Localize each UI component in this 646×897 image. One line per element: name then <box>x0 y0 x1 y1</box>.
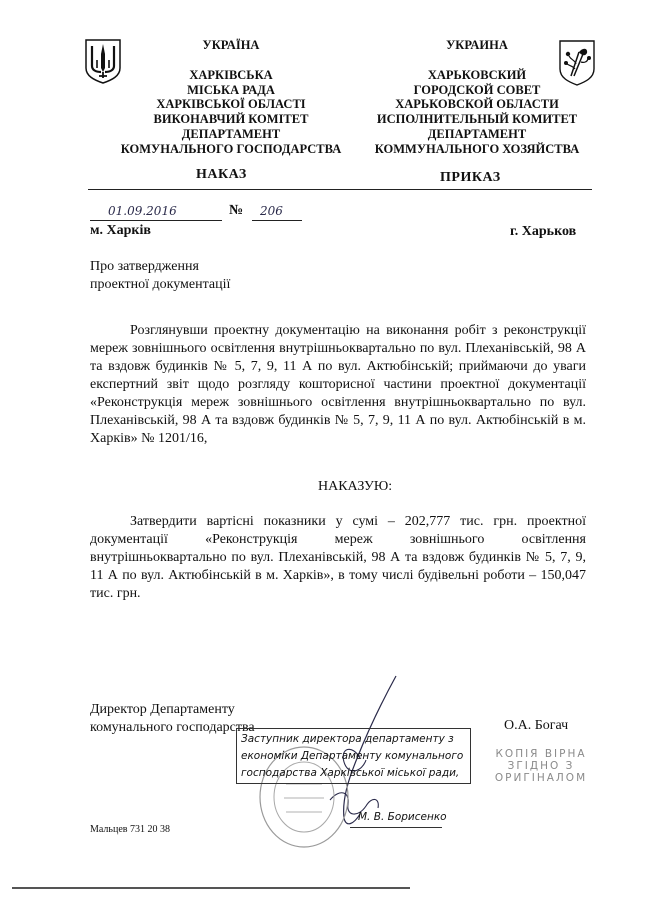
signatory-position <box>90 701 255 737</box>
subject <box>90 258 230 294</box>
header-right-line: ГОРОДСКОЙ СОВЕТ <box>413 82 541 97</box>
order-word: НАКАЗУЮ: <box>318 479 393 494</box>
header-left-line: ВИКОНАВЧИЙ КОМІТЕТ <box>153 112 309 127</box>
signatory-position-line: комунального господарства <box>90 720 255 735</box>
copy-stamp-line: ОРИГІНАЛОМ <box>494 772 588 784</box>
stamp-line: Заступник директора департаменту з <box>241 733 454 745</box>
copy-stamp-line: КОПІЯ ВІРНА <box>495 748 587 760</box>
city-ua: м. Харків <box>90 223 151 238</box>
header-left-line: ХАРКІВСЬКОЇ ОБЛАСТІ <box>156 97 306 112</box>
city-ru: г. Харьков <box>510 224 577 239</box>
header-right <box>352 38 602 157</box>
order-number-value: 206 <box>260 204 283 218</box>
page-bottom-edge <box>12 887 410 889</box>
stamp-underline <box>350 827 442 828</box>
order-number <box>252 204 302 221</box>
subject-line: Про затвердження <box>90 259 199 274</box>
preamble <box>90 322 586 448</box>
doc-type-left: НАКАЗ <box>196 167 247 182</box>
header-left-line: ДЕПАРТАМЕНТ <box>181 126 281 141</box>
header-left-country: УКРАЇНА <box>202 38 260 52</box>
header-right-country: УКРАИНА <box>446 38 508 52</box>
header-left-line: КОМУНАЛЬНОГО ГОСПОДАРСТВА <box>120 141 342 156</box>
header-divider-line <box>88 189 592 190</box>
copy-stamp-line: ЗГІДНО З <box>507 760 575 772</box>
header-left-line: ХАРКІВСЬКА <box>189 67 273 82</box>
copy-certified-stamp <box>488 748 594 784</box>
order-date-value: 01.09.2016 <box>108 204 177 218</box>
header-right-line: ИСПОЛНИТЕЛЬНЫЙ КОМИТЕТ <box>376 112 578 127</box>
order-text <box>90 513 586 603</box>
preamble-text: Розглянувши проектну документацію на виконання робіт з реконструкції мереж зовнішнього освітлення внутрішньоквартально по вул. Плеханівській, 98 А та вздовж будинків № 5, 7, 9, 11 А по вул. Актюбінській; приймаючи до уваги експертний звіт щодо розгляду кошторисної частини проектної документації «Реконструкція мереж зовнішнього освітлення внутрішньоквартально по вул. Плеханівській, 98 А та вздовж будинків № 5, 7, 9, 11 А по вул. Актюбінській в м. Харків» № 1201/16, <box>90 323 586 446</box>
signatory-name: О.А. Богач <box>504 718 569 733</box>
stamp-line: господарства Харківської міської ради, <box>241 767 460 779</box>
subject-line: проектної документації <box>90 277 231 292</box>
order-date <box>90 204 222 221</box>
header-right-line: ХАРЬКОВСКИЙ <box>427 67 527 82</box>
doc-type-right: ПРИКАЗ <box>440 170 501 185</box>
deputy-director-stamp <box>236 728 471 784</box>
order-text-body: Затвердити вартісні показники у сумі – 202,777 тис. грн. проектної документації «Реконструкція мереж зовнішнього освітлення внутрішньоквартально по вул. Плеханівській, 98 А та вздовж будинків № 5, 7, 9, 11 А по вул. Актюбінській в м. Харків», в тому числі будівельні роботи – 150,047 тис. грн. <box>90 514 586 601</box>
header-left-line: МІСЬКА РАДА <box>187 82 275 97</box>
number-sign: № <box>229 203 244 218</box>
signatory-position-line: Директор Департаменту <box>90 702 235 717</box>
stamp-line: економіки Департаменту комунального <box>241 750 464 762</box>
header-left <box>102 38 360 157</box>
header-right-line: КОММУНАЛЬНОГО ХОЗЯЙСТВА <box>374 141 580 156</box>
header-right-line: ДЕПАРТАМЕНТ <box>427 126 527 141</box>
stamp-name: М. В. Борисенко <box>358 811 447 823</box>
executor-contact: Мальцев 731 20 38 <box>90 824 170 835</box>
header-right-line: ХАРЬКОВСКОЙ ОБЛАСТИ <box>395 97 559 112</box>
